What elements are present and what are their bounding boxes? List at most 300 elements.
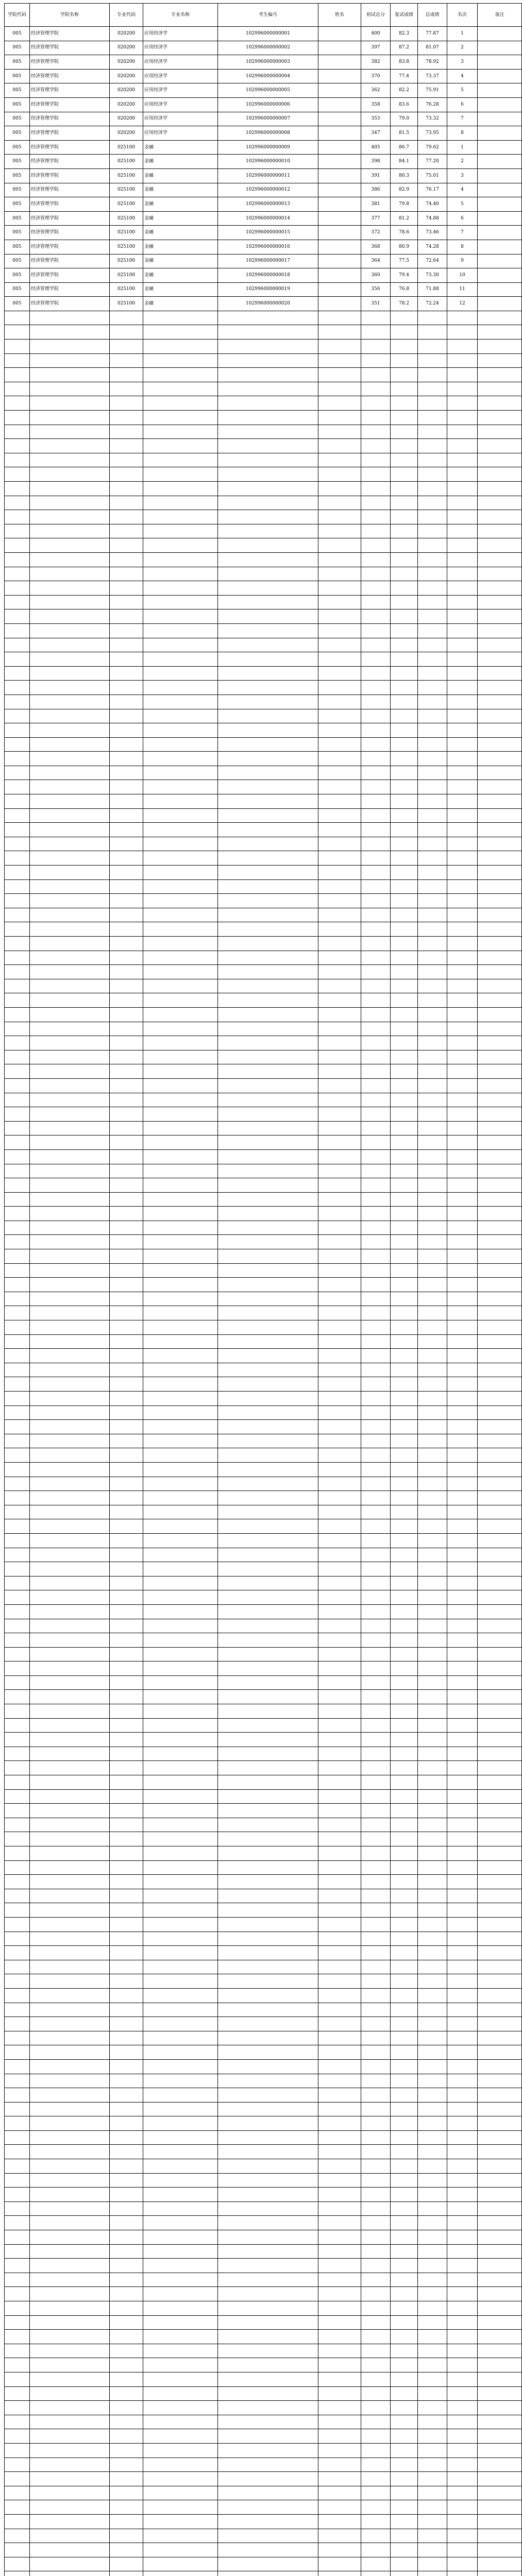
cell-student-name: [318, 1405, 361, 1420]
cell-rank: [447, 368, 478, 382]
cell-student-name: [318, 1647, 361, 1662]
cell-candidate-number: [218, 922, 318, 937]
cell-retest-score: [391, 1960, 418, 1974]
cell-initial-score: [361, 1733, 391, 1747]
cell-rank: [447, 482, 478, 496]
cell-remarks: [478, 2059, 522, 2074]
cell-rank: [447, 866, 478, 880]
cell-initial-score: [361, 2017, 391, 2031]
cell-student-name: [318, 851, 361, 866]
cell-retest-score: [391, 1392, 418, 1406]
cell-remarks: [478, 766, 522, 780]
cell-initial-score: [361, 581, 391, 596]
cell-student-name: [318, 254, 361, 268]
cell-candidate-number: [218, 652, 318, 667]
cell-retest-score: [391, 2074, 418, 2088]
cell-initial-score: [361, 1462, 391, 1477]
cell-candidate-number: [218, 737, 318, 752]
cell-major-name: [143, 1448, 218, 1463]
cell-college-code: 005: [5, 83, 30, 98]
cell-college-name: [30, 1590, 110, 1605]
cell-candidate-number: [218, 1050, 318, 1064]
cell-remarks: [478, 1405, 522, 1420]
cell-remarks: [478, 1533, 522, 1548]
cell-candidate-number: [218, 866, 318, 880]
cell-initial-score: [361, 396, 391, 411]
cell-major-code: [110, 2472, 143, 2486]
cell-college-name: [30, 1434, 110, 1448]
cell-initial-score: [361, 1192, 391, 1207]
cell-candidate-number: [218, 1462, 318, 1477]
table-row: [5, 2216, 522, 2230]
cell-retest-score: [391, 1690, 418, 1704]
cell-college-name: [30, 1562, 110, 1577]
cell-major-code: [110, 1377, 143, 1392]
cell-initial-score: [361, 1207, 391, 1221]
cell-college-name: [30, 1789, 110, 1804]
cell-retest-score: [391, 2443, 418, 2458]
cell-college-code: [5, 1917, 30, 1931]
cell-remarks: [478, 2315, 522, 2330]
cell-candidate-number: [218, 2102, 318, 2116]
cell-rank: [447, 1078, 478, 1093]
cell-initial-score: [361, 609, 391, 624]
cell-retest-score: [391, 2500, 418, 2515]
cell-major-name: [143, 2315, 218, 2330]
cell-remarks: [478, 2529, 522, 2543]
cell-student-name: [318, 1662, 361, 1676]
cell-major-name: [143, 993, 218, 1008]
table-row: [5, 340, 522, 354]
cell-rank: [447, 2145, 478, 2159]
cell-college-name: [30, 1960, 110, 1974]
cell-retest-score: 82.9: [391, 183, 418, 197]
cell-retest-score: [391, 2287, 418, 2301]
cell-remarks: [478, 140, 522, 155]
cell-major-code: 025100: [110, 155, 143, 169]
cell-remarks: [478, 183, 522, 197]
cell-remarks: [478, 2188, 522, 2202]
cell-college-code: [5, 1221, 30, 1235]
cell-initial-score: [361, 1860, 391, 1875]
cell-initial-score: [361, 1562, 391, 1577]
cell-major-code: [110, 1306, 143, 1320]
cell-total-score: [418, 1107, 447, 1122]
cell-major-name: [143, 1675, 218, 1690]
cell-rank: [447, 965, 478, 979]
cell-student-name: [318, 937, 361, 951]
cell-major-name: 应用经济学: [143, 55, 218, 70]
cell-college-name: [30, 694, 110, 709]
cell-retest-score: [391, 1875, 418, 1889]
cell-college-name: [30, 1662, 110, 1676]
cell-college-name: 经济管理学院: [30, 268, 110, 283]
table-row: [5, 1860, 522, 1875]
table-body: [5, 27, 522, 2576]
table-row: [5, 1505, 522, 1519]
cell-college-code: [5, 2244, 30, 2259]
cell-retest-score: [391, 1675, 418, 1690]
cell-major-code: [110, 2330, 143, 2344]
cell-candidate-number: [218, 1334, 318, 1349]
cell-remarks: [478, 1804, 522, 1818]
cell-major-name: [143, 1392, 218, 1406]
cell-total-score: [418, 808, 447, 823]
cell-rank: [447, 552, 478, 567]
cell-major-name: [143, 1548, 218, 1562]
cell-remarks: [478, 2372, 522, 2386]
cell-major-name: [143, 2130, 218, 2145]
cell-remarks: [478, 126, 522, 141]
cell-college-name: [30, 1718, 110, 1733]
cell-major-name: [143, 638, 218, 652]
table-row: [5, 2130, 522, 2145]
cell-candidate-number: [218, 937, 318, 951]
cell-major-code: [110, 1590, 143, 1605]
cell-retest-score: [391, 382, 418, 396]
cell-remarks: [478, 396, 522, 411]
cell-major-code: [110, 866, 143, 880]
cell-candidate-number: [218, 2216, 318, 2230]
cell-rank: [447, 1576, 478, 1590]
cell-college-code: [5, 1263, 30, 1278]
cell-initial-score: [361, 595, 391, 609]
cell-rank: [447, 1192, 478, 1207]
cell-student-name: [318, 2102, 361, 2116]
cell-student-name: [318, 183, 361, 197]
cell-major-name: [143, 595, 218, 609]
cell-major-name: [143, 2287, 218, 2301]
cell-remarks: [478, 2472, 522, 2486]
cell-total-score: [418, 1718, 447, 1733]
cell-total-score: [418, 2116, 447, 2131]
cell-major-code: [110, 1249, 143, 1264]
table-row: [5, 780, 522, 794]
table-row: [5, 211, 522, 226]
cell-remarks: [478, 1505, 522, 1519]
cell-major-code: [110, 780, 143, 794]
cell-college-code: [5, 467, 30, 482]
cell-college-code: [5, 752, 30, 766]
cell-candidate-number: [218, 1263, 318, 1278]
cell-initial-score: [361, 2130, 391, 2145]
cell-remarks: [478, 723, 522, 738]
cell-initial-score: [361, 2116, 391, 2131]
table-row: [5, 55, 522, 70]
cell-initial-score: [361, 794, 391, 809]
cell-major-name: 金融: [143, 240, 218, 254]
cell-college-name: [30, 1334, 110, 1349]
cell-student-name: [318, 681, 361, 695]
cell-remarks: [478, 1818, 522, 1832]
table-row: [5, 2557, 522, 2571]
cell-total-score: [418, 1633, 447, 1648]
cell-initial-score: [361, 1249, 391, 1264]
cell-total-score: [418, 1420, 447, 1434]
cell-college-name: [30, 1292, 110, 1306]
cell-candidate-number: [218, 1363, 318, 1377]
cell-total-score: [418, 353, 447, 368]
table-row: [5, 2159, 522, 2174]
cell-major-code: [110, 1846, 143, 1861]
cell-college-name: [30, 1775, 110, 1790]
cell-college-name: [30, 1349, 110, 1363]
cell-rank: [447, 993, 478, 1008]
table-row: [5, 2059, 522, 2074]
cell-remarks: [478, 439, 522, 453]
cell-retest-score: [391, 2145, 418, 2159]
cell-student-name: [318, 1178, 361, 1193]
table-row: [5, 467, 522, 482]
cell-rank: [447, 595, 478, 609]
cell-rank: [447, 1718, 478, 1733]
cell-major-code: [110, 1860, 143, 1875]
cell-total-score: [418, 681, 447, 695]
cell-rank: 5: [447, 83, 478, 98]
cell-remarks: [478, 1718, 522, 1733]
table-row: [5, 1718, 522, 1733]
table-row: [5, 41, 522, 55]
cell-retest-score: [391, 2188, 418, 2202]
cell-major-code: 020200: [110, 126, 143, 141]
cell-major-name: [143, 2301, 218, 2316]
cell-candidate-number: [218, 1292, 318, 1306]
cell-student-name: [318, 197, 361, 212]
cell-college-name: 经济管理学院: [30, 197, 110, 212]
table-row: [5, 1619, 522, 1633]
cell-college-name: [30, 2116, 110, 2131]
table-row: [5, 2188, 522, 2202]
cell-student-name: [318, 2259, 361, 2273]
table-row: [5, 581, 522, 596]
cell-major-code: [110, 2401, 143, 2415]
cell-rank: [447, 1221, 478, 1235]
cell-college-name: [30, 1207, 110, 1221]
cell-initial-score: [361, 1548, 391, 1562]
cell-initial-score: [361, 766, 391, 780]
cell-college-code: [5, 524, 30, 538]
cell-rank: [447, 425, 478, 439]
cell-rank: [447, 581, 478, 596]
cell-student-name: [318, 268, 361, 283]
cell-retest-score: [391, 908, 418, 922]
cell-retest-score: [391, 2529, 418, 2543]
cell-college-name: [30, 2358, 110, 2372]
cell-major-code: 025100: [110, 197, 143, 212]
cell-college-name: [30, 382, 110, 396]
cell-initial-score: [361, 1320, 391, 1335]
cell-remarks: [478, 1292, 522, 1306]
cell-student-name: [318, 2443, 361, 2458]
cell-total-score: [418, 2500, 447, 2515]
cell-initial-score: [361, 1178, 391, 1193]
cell-rank: [447, 1064, 478, 1079]
table-row: [5, 1675, 522, 1690]
cell-candidate-number: [218, 1405, 318, 1420]
cell-remarks: [478, 1733, 522, 1747]
cell-rank: [447, 1960, 478, 1974]
table-row: [5, 1192, 522, 1207]
cell-major-name: 金融: [143, 268, 218, 283]
cell-student-name: [318, 1775, 361, 1790]
cell-total-score: [418, 2259, 447, 2273]
cell-student-name: [318, 1548, 361, 1562]
cell-candidate-number: 102996000000008: [218, 126, 318, 141]
cell-retest-score: 76.8: [391, 282, 418, 297]
cell-student-name: [318, 1988, 361, 2003]
cell-major-code: [110, 311, 143, 325]
cell-college-code: 005: [5, 282, 30, 297]
cell-student-name: [318, 1590, 361, 1605]
cell-college-code: [5, 1804, 30, 1818]
cell-remarks: [478, 1832, 522, 1846]
cell-student-name: [318, 538, 361, 553]
cell-major-name: [143, 581, 218, 596]
cell-initial-score: [361, 1164, 391, 1178]
cell-major-code: [110, 1007, 143, 1022]
cell-rank: [447, 666, 478, 681]
cell-rank: [447, 951, 478, 965]
cell-remarks: [478, 1662, 522, 1676]
cell-total-score: [418, 1775, 447, 1790]
cell-total-score: [418, 2159, 447, 2174]
cell-major-name: [143, 2472, 218, 2486]
cell-rank: [447, 1690, 478, 1704]
cell-major-code: [110, 1505, 143, 1519]
cell-student-name: [318, 1392, 361, 1406]
cell-student-name: [318, 240, 361, 254]
cell-candidate-number: [218, 1533, 318, 1548]
table-row: [5, 2358, 522, 2372]
cell-major-code: [110, 2301, 143, 2316]
cell-major-name: [143, 396, 218, 411]
cell-college-name: [30, 623, 110, 638]
table-row: [5, 723, 522, 738]
cell-student-name: [318, 1093, 361, 1107]
cell-college-code: [5, 2415, 30, 2429]
cell-rank: [447, 737, 478, 752]
cell-college-name: [30, 411, 110, 425]
cell-major-name: [143, 1249, 218, 1264]
cell-candidate-number: [218, 837, 318, 851]
cell-major-name: [143, 1491, 218, 1505]
cell-college-name: [30, 1121, 110, 1136]
cell-rank: [447, 1405, 478, 1420]
cell-student-name: [318, 595, 361, 609]
cell-major-name: [143, 411, 218, 425]
cell-remarks: [478, 1917, 522, 1931]
cell-college-code: [5, 1988, 30, 2003]
cell-candidate-number: [218, 879, 318, 894]
cell-major-name: [143, 1278, 218, 1292]
cell-college-code: [5, 425, 30, 439]
cell-college-name: [30, 2201, 110, 2216]
cell-major-name: [143, 2443, 218, 2458]
cell-student-name: [318, 467, 361, 482]
cell-rank: [447, 794, 478, 809]
cell-student-name: [318, 439, 361, 453]
cell-retest-score: [391, 922, 418, 937]
cell-college-name: [30, 453, 110, 467]
cell-initial-score: [361, 1974, 391, 1989]
cell-retest-score: [391, 311, 418, 325]
cell-major-name: [143, 1149, 218, 1164]
cell-rank: [447, 1633, 478, 1648]
cell-rank: [447, 396, 478, 411]
cell-initial-score: [361, 837, 391, 851]
cell-rank: [447, 2372, 478, 2386]
cell-candidate-number: [218, 2330, 318, 2344]
cell-retest-score: [391, 2301, 418, 2316]
table-row: [5, 1078, 522, 1093]
cell-candidate-number: [218, 2529, 318, 2543]
cell-initial-score: 351: [361, 297, 391, 311]
cell-total-score: [418, 1576, 447, 1590]
cell-student-name: [318, 83, 361, 98]
cell-student-name: [318, 1761, 361, 1775]
cell-college-name: [30, 1306, 110, 1320]
cell-college-name: [30, 1604, 110, 1619]
cell-remarks: [478, 1789, 522, 1804]
cell-student-name: [318, 709, 361, 723]
header-row: [5, 4, 522, 27]
cell-college-name: [30, 482, 110, 496]
cell-college-code: 005: [5, 112, 30, 126]
cell-candidate-number: [218, 2429, 318, 2444]
cell-initial-score: [361, 2259, 391, 2273]
cell-rank: [447, 1434, 478, 1448]
cell-major-code: [110, 581, 143, 596]
cell-candidate-number: [218, 1733, 318, 1747]
cell-initial-score: [361, 1149, 391, 1164]
cell-initial-score: [361, 1007, 391, 1022]
cell-initial-score: [361, 2344, 391, 2358]
cell-candidate-number: [218, 2230, 318, 2245]
cell-initial-score: 356: [361, 282, 391, 297]
cell-candidate-number: [218, 510, 318, 524]
cell-rank: [447, 1036, 478, 1050]
cell-college-name: [30, 1804, 110, 1818]
cell-student-name: [318, 1704, 361, 1719]
cell-remarks: [478, 609, 522, 624]
cell-major-name: [143, 609, 218, 624]
cell-total-score: [418, 439, 447, 453]
header-remarks: 备注: [478, 4, 522, 27]
cell-retest-score: [391, 325, 418, 340]
cell-rank: [447, 823, 478, 837]
cell-college-code: [5, 1747, 30, 1761]
cell-remarks: [478, 1633, 522, 1648]
cell-college-name: [30, 1832, 110, 1846]
cell-remarks: [478, 112, 522, 126]
table-row: [5, 183, 522, 197]
cell-major-name: [143, 1405, 218, 1420]
cell-total-score: [418, 510, 447, 524]
cell-college-name: [30, 1846, 110, 1861]
table-row: [5, 1405, 522, 1420]
cell-initial-score: [361, 1022, 391, 1036]
cell-major-code: [110, 2244, 143, 2259]
cell-major-code: [110, 851, 143, 866]
cell-student-name: [318, 1334, 361, 1349]
cell-major-name: 应用经济学: [143, 27, 218, 41]
cell-major-code: [110, 823, 143, 837]
table-row: [5, 1249, 522, 1264]
cell-college-name: [30, 2301, 110, 2316]
cell-initial-score: [361, 1804, 391, 1818]
table-row: [5, 368, 522, 382]
cell-candidate-number: [218, 1889, 318, 1903]
